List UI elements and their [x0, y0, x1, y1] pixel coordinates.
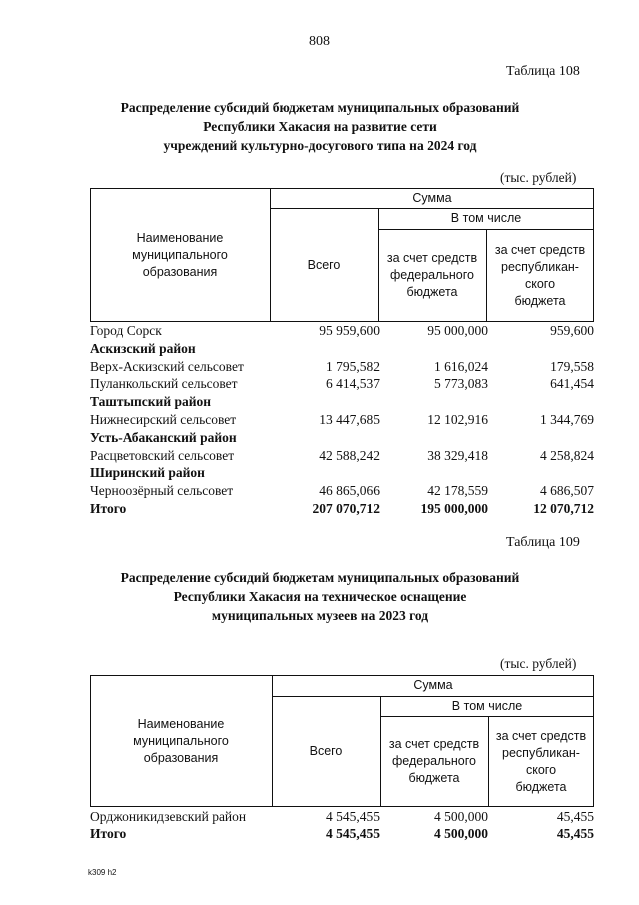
cell-name: Ширинский район [90, 465, 205, 481]
table-108-title [60, 98, 580, 155]
cell-republican: 959,600 [550, 323, 594, 338]
cell-federal: 42 178,559 [427, 483, 488, 499]
cell-name: Орджоникидзевский район [90, 809, 247, 824]
header-name: Наименование муниципального образования [132, 230, 228, 279]
header-total: Всего [309, 744, 343, 758]
table-108-label: Таблица 108 [506, 64, 580, 79]
cell-name: Итого [90, 501, 127, 516]
header-republican: за счет средств республикан- ского бюджета [494, 242, 586, 308]
cell-republican: 4 686,507 [540, 483, 594, 499]
table-row [90, 447, 594, 465]
cell-name: Расцветовский сельсовет [90, 447, 235, 463]
table-row [90, 358, 594, 376]
table-row [90, 429, 594, 447]
cell-federal: 1 616,024 [434, 358, 488, 374]
header-total: Всего [307, 257, 341, 272]
cell-federal: 195 000,000 [420, 501, 488, 516]
cell-federal: 38 329,418 [427, 447, 488, 463]
page-number: 808 [309, 34, 330, 49]
table-row [90, 808, 594, 826]
cell-republican: 641,454 [550, 376, 594, 392]
cell-federal: 95 000,000 [427, 323, 488, 338]
cell-name: Черноозёрный сельсовет [90, 483, 234, 499]
table-row [90, 464, 594, 482]
cell-republican: 179,558 [550, 358, 594, 374]
cell-republican: 45,455 [556, 809, 594, 824]
header-including: В том числе [450, 211, 522, 225]
table-row [90, 322, 594, 340]
cell-federal: 5 773,083 [434, 376, 488, 392]
cell-total: 6 414,537 [326, 376, 380, 392]
header-including: В том числе [451, 698, 523, 713]
table-row [90, 482, 594, 500]
table-row [90, 375, 594, 393]
table-109-label: Таблица 109 [506, 535, 580, 550]
table-109-title [60, 568, 580, 625]
header-federal: за счет средств федерального бюджета [388, 737, 480, 785]
cell-federal: 4 500,000 [434, 825, 488, 841]
title-line: Распределение субсидий бюджетам муниципальных образований [120, 570, 520, 585]
cell-federal: 4 500,000 [434, 809, 488, 824]
title-line: Распределение субсидий бюджетам муниципальных образований [120, 100, 520, 115]
table-row [90, 825, 594, 843]
cell-name: Нижнесирский сельсовет [90, 412, 237, 427]
footer-code: k309 h2 [88, 868, 117, 877]
cell-total: 4 545,455 [326, 825, 380, 841]
cell-total: 4 545,455 [326, 809, 380, 824]
table-row [90, 340, 594, 358]
cell-republican: 12 070,712 [533, 501, 594, 516]
table-row [90, 411, 594, 429]
cell-republican: 4 258,824 [540, 447, 594, 463]
header-sum: Сумма [413, 678, 453, 692]
cell-name: Аскизский район [90, 340, 196, 356]
cell-name: Усть-Абаканский район [90, 429, 237, 445]
cell-republican: 45,455 [556, 825, 594, 841]
cell-total: 1 795,582 [326, 358, 380, 374]
cell-name: Пуланкольский сельсовет [90, 376, 238, 392]
title-line: учреждений культурно-досугового типа на 2024 год [163, 138, 477, 153]
unit-label: (тыс. рублей) [500, 170, 577, 185]
unit-label: (тыс. рублей) [500, 656, 577, 671]
cell-name: Итого [90, 825, 127, 841]
header-name: Наименование муниципального образования [133, 716, 229, 765]
cell-total: 207 070,712 [312, 501, 380, 516]
title-line: Республики Хакасия на развитие сети [203, 119, 437, 134]
cell-name: Таштыпский район [90, 394, 212, 410]
cell-federal: 12 102,916 [427, 412, 488, 427]
cell-total: 46 865,066 [319, 483, 380, 499]
table-row [90, 393, 594, 411]
title-line: муниципальных музеев на 2023 год [211, 608, 429, 623]
cell-total: 42 588,242 [319, 447, 380, 463]
header-federal: за счет средств федерального бюджета [386, 251, 478, 299]
cell-republican: 1 344,769 [540, 412, 594, 427]
header-republican: за счет средств республикан- ского бюджета [495, 728, 587, 794]
cell-name: Город Сорск [90, 323, 162, 338]
title-line: Республики Хакасия на техническое оснащение [173, 589, 467, 604]
cell-total: 13 447,685 [319, 412, 380, 427]
table-row [90, 500, 594, 518]
cell-name: Верх-Аскизский сельсовет [90, 358, 244, 374]
cell-total: 95 959,600 [319, 323, 380, 338]
header-sum: Сумма [412, 190, 452, 205]
